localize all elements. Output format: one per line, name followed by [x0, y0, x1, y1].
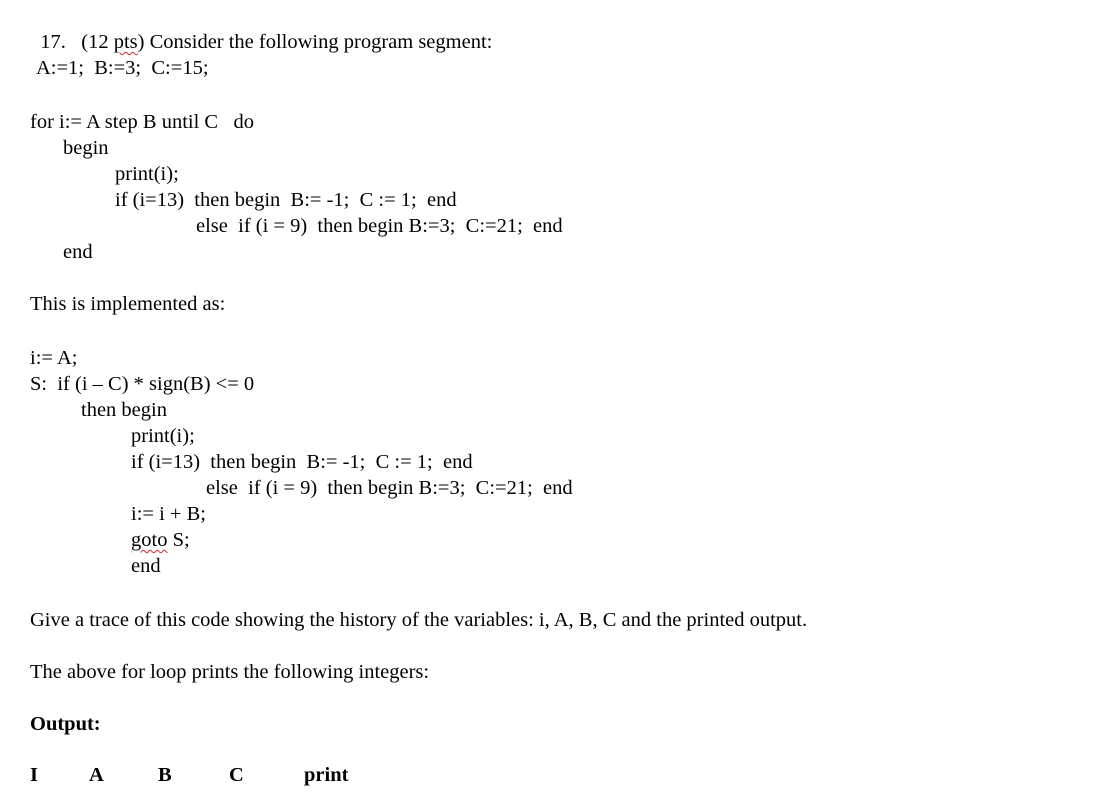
- for-loop-line-6: end: [63, 241, 93, 263]
- impl-line-5: if (i=13) then begin B:= -1; C := 1; end: [131, 451, 473, 473]
- goto-word: goto: [131, 529, 168, 551]
- for-loop-line-4: if (i=13) then begin B:= -1; C := 1; end: [115, 189, 457, 211]
- question-prompt: Consider the following program segment:: [144, 31, 493, 53]
- points-close: ): [137, 31, 145, 53]
- impl-line-1: i:= A;: [30, 347, 78, 369]
- question-number: 17.: [40, 31, 66, 53]
- implemented-as-text: This is implemented as:: [30, 293, 226, 315]
- for-loop-line-3: print(i);: [115, 163, 179, 185]
- for-loop-line-1: for i:= A step B until C do: [30, 111, 254, 133]
- output-label: Output:: [30, 713, 101, 735]
- points-word: pts: [113, 31, 138, 53]
- for-loop-line-2: begin: [63, 137, 109, 159]
- impl-line-9: end: [131, 555, 161, 577]
- header-b: B: [158, 764, 172, 786]
- impl-line-6: else if (i = 9) then begin B:=3; C:=21; end: [206, 477, 573, 499]
- impl-line-2: S: if (i – C) * sign(B) <= 0: [30, 373, 255, 395]
- for-loop-line-5: else if (i = 9) then begin B:=3; C:=21; end: [196, 215, 563, 237]
- impl-line-7: i:= i + B;: [131, 503, 206, 525]
- impl-line-3: then begin: [81, 399, 167, 421]
- header-c: C: [229, 764, 244, 786]
- points-open: (12: [81, 31, 114, 53]
- trace-instruction: Give a trace of this code showing the history of the variables: i, A, B, C and the printed output.: [30, 609, 808, 631]
- header-print: print: [304, 764, 349, 786]
- question-header: [30, 3, 492, 55]
- loop-prints-text: The above for loop prints the following integers:: [30, 661, 430, 683]
- goto-rest: S;: [167, 529, 190, 551]
- impl-line-4: print(i);: [131, 425, 195, 447]
- init-line: A:=1; B:=3; C:=15;: [36, 57, 209, 79]
- header-i: I: [30, 764, 38, 786]
- impl-goto-line: [131, 527, 190, 553]
- header-a: A: [89, 764, 104, 786]
